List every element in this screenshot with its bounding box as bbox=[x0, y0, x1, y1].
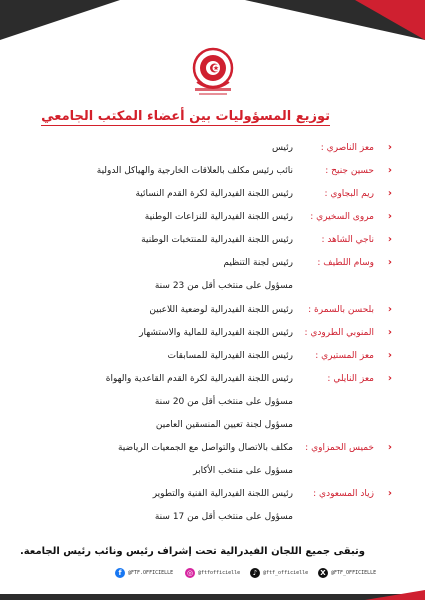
member-role: مسؤول لجنة تعيين المنسقين العامين bbox=[155, 420, 293, 430]
chevron-left-icon: ‹ bbox=[387, 373, 392, 384]
list-item bbox=[20, 209, 392, 225]
member-name: وسام اللطيف : bbox=[317, 258, 374, 268]
member-role: مسؤول على منتخب الأكابر bbox=[193, 466, 293, 476]
member-name: حسين جنيح : bbox=[325, 166, 374, 176]
list-item bbox=[20, 509, 374, 525]
social-link-x[interactable] bbox=[318, 566, 376, 580]
member-role: مسؤول على منتخب أقل من 20 سنة bbox=[154, 397, 293, 407]
list-item bbox=[20, 371, 392, 387]
member-name: معز النايلي : bbox=[327, 374, 374, 384]
social-handle: @ftfofficielle bbox=[198, 570, 241, 576]
member-role: رئيس اللجنة الفيدرالية للمسابقات bbox=[167, 351, 293, 361]
list-item bbox=[20, 417, 374, 433]
member-role: رئيس اللجنة الفيدرالية للنزاعات الوطنية bbox=[144, 212, 293, 222]
list-item bbox=[20, 463, 374, 479]
member-name: مروى السخيري : bbox=[310, 212, 374, 222]
social-link-facebook[interactable] bbox=[115, 566, 173, 580]
chevron-left-icon: ‹ bbox=[387, 165, 392, 176]
member-name: ناجي الشاهد : bbox=[321, 235, 374, 245]
instagram-icon: ◎ bbox=[186, 569, 194, 577]
chevron-left-icon: ‹ bbox=[387, 211, 392, 222]
list-item bbox=[20, 140, 392, 156]
member-name: معز الناصري : bbox=[320, 143, 374, 153]
x-icon: X bbox=[318, 568, 328, 578]
member-name: خميس الحمزاوي : bbox=[305, 443, 374, 453]
member-role: رئيس اللجنة الفيدرالية الفنية والتطوير bbox=[152, 489, 293, 499]
chevron-left-icon: ‹ bbox=[387, 188, 392, 199]
social-handle: @FTF_OFFICIELLE bbox=[331, 570, 377, 576]
member-name: ريم البجاوي : bbox=[324, 189, 374, 199]
chevron-left-icon: ‹ bbox=[387, 327, 392, 338]
list-item bbox=[20, 232, 392, 248]
member-name: معز المستيري : bbox=[315, 351, 374, 361]
tiktok-icon: ♪ bbox=[250, 568, 260, 578]
social-handle: @ftf_officielle bbox=[263, 570, 309, 576]
list-item bbox=[20, 440, 392, 456]
member-role: رئيس لجنة التنظيم bbox=[223, 258, 293, 268]
chevron-left-icon: ‹ bbox=[387, 488, 392, 499]
list-item bbox=[20, 255, 392, 271]
social-links bbox=[0, 566, 425, 582]
member-role: رئيس اللجنة الفيدرالية لكرة القدم القاعدية والهواة bbox=[105, 374, 293, 384]
member-role: رئيس اللجنة الفيدرالية لكرة القدم النسائية bbox=[135, 189, 293, 199]
list-item bbox=[20, 348, 392, 364]
member-role: نائب رئيس مكلف بالعلاقات الخارجية والهياكل الدولية bbox=[96, 166, 293, 176]
member-role: رئيس اللجنة الفيدرالية للمنتخبات الوطنية bbox=[141, 235, 293, 245]
bottom-accent bbox=[365, 590, 425, 600]
facebook-icon: f bbox=[115, 568, 125, 578]
member-role: مسؤول على منتخب أقل من 23 سنة bbox=[154, 281, 293, 291]
chevron-left-icon: ‹ bbox=[387, 442, 392, 453]
member-role: رئيس اللجنة الفيدرالية للمالية والاستشهار bbox=[139, 328, 293, 338]
list-item bbox=[20, 325, 392, 341]
bottom-decoration bbox=[0, 594, 425, 600]
member-role: رئيس اللجنة الفيدرالية لوضعية اللاعبين bbox=[149, 305, 293, 315]
list-item bbox=[20, 486, 392, 502]
chevron-left-icon: ‹ bbox=[387, 257, 392, 268]
member-role: مسؤول على منتخب أقل من 17 سنة bbox=[154, 512, 293, 522]
member-role: مكلف بالاتصال والتواصل مع الجمعيات الرياضية bbox=[117, 443, 293, 453]
social-link-instagram[interactable] bbox=[185, 566, 240, 580]
footer-note: وتبقى جميع اللجان الفيدرالية تحت إشراف رئيس ونائب رئيس الجامعة. bbox=[19, 546, 365, 557]
list-item bbox=[20, 302, 392, 318]
chevron-left-icon: ‹ bbox=[387, 350, 392, 361]
chevron-left-icon: ‹ bbox=[387, 234, 392, 245]
page-title: توزيع المسؤوليات بين أعضاء المكتب الجامعي bbox=[41, 109, 330, 124]
social-link-tiktok[interactable] bbox=[250, 566, 308, 580]
social-handle: @FTF.OFFICIELLE bbox=[128, 570, 174, 576]
list-item bbox=[20, 163, 392, 179]
list-item bbox=[20, 278, 374, 294]
member-role: رئيس bbox=[271, 143, 293, 153]
member-name: المنوبي الطرودي : bbox=[304, 328, 374, 338]
chevron-left-icon: ‹ bbox=[387, 304, 392, 315]
member-name: بلحسن بالسمرة : bbox=[308, 305, 374, 315]
list-item bbox=[20, 186, 392, 202]
list-item bbox=[20, 394, 374, 410]
chevron-left-icon: ‹ bbox=[387, 142, 392, 153]
member-name: زياد المسعودي : bbox=[313, 489, 374, 499]
